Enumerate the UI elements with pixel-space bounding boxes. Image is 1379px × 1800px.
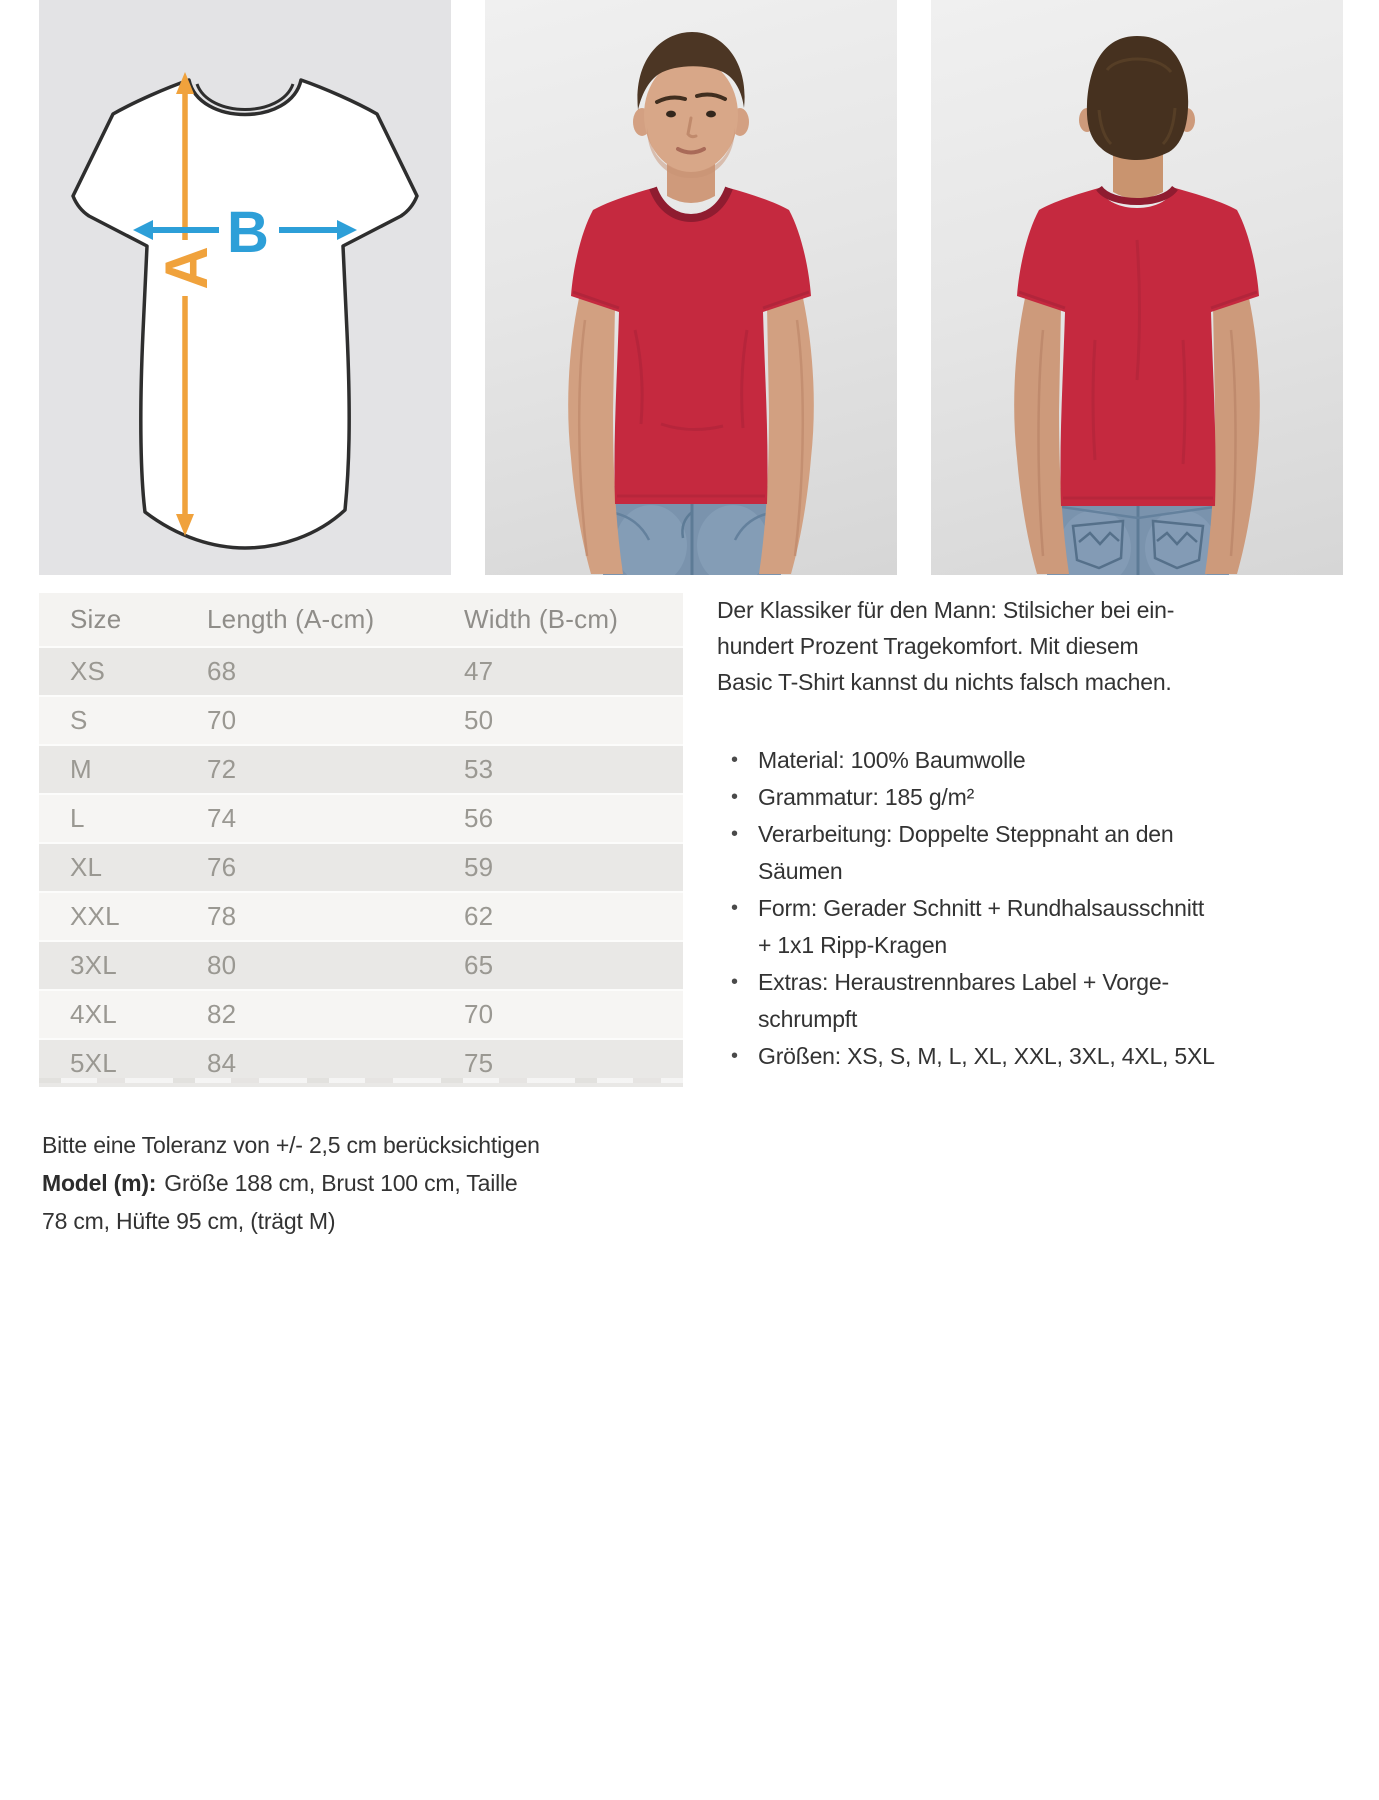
size-cell: L [39,794,207,843]
model-note-line1 [42,1164,540,1202]
size-cell: XL [39,843,207,892]
size-cell: XXL [39,892,207,941]
product-images-row [39,0,1343,575]
length-cell: 78 [207,892,464,941]
bullet-extras: • Extras: Heraustrennbares Label + Vorge- schrumpft [717,964,1302,1038]
col-header-width: Width (B-cm) [464,593,683,647]
model-front-photo [485,0,897,575]
table-row [39,892,683,941]
width-cell: 59 [464,843,683,892]
size-cell: M [39,745,207,794]
width-cell: 53 [464,745,683,794]
width-cell: 75 [464,1039,683,1087]
intro-line: Der Klassiker für den Mann: Stilsicher bei ein- [717,597,1175,623]
size-diagram-image [39,0,451,575]
width-cell: 47 [464,647,683,696]
bullet-groessen: • Größen: XS, S, M, L, XL, XXL, 3XL, 4XL, 5XL [717,1038,1302,1075]
intro-line: Basic T-Shirt kannst du nichts falsch machen. [717,669,1172,695]
head-back [1079,36,1195,160]
table-cutoff-row [39,1078,683,1083]
width-cell: 70 [464,990,683,1039]
length-cell: 76 [207,843,464,892]
hair-back [1087,36,1188,160]
col-header-length: Length (A-cm) [207,593,464,647]
col-header-size: Size [39,593,207,647]
table-row [39,794,683,843]
width-cell: 62 [464,892,683,941]
model-front-graphic [485,0,897,575]
length-arrow-label: A [153,246,220,290]
model-back-photo [931,0,1343,575]
length-cell: 82 [207,990,464,1039]
head-front [633,32,749,178]
length-cell: 70 [207,696,464,745]
width-cell: 50 [464,696,683,745]
size-cell: 3XL [39,941,207,990]
model-note-label: Model (m): [42,1170,157,1196]
model-note-text: Größe 188 cm, Brust 100 cm, Taille [164,1170,518,1196]
tolerance-note: Bitte eine Toleranz von +/- 2,5 cm berücksichtigen [42,1132,540,1158]
size-table-header-row [39,593,683,647]
table-row [39,696,683,745]
size-cell: 4XL [39,990,207,1039]
length-cell: 74 [207,794,464,843]
tshirt-outline [73,80,417,548]
intro-line: hundert Prozent Tragekomfort. Mit diesem [717,633,1139,659]
bullet-material: • Material: 100% Baumwolle [717,742,1302,779]
product-description [717,592,1302,1075]
table-row [39,647,683,696]
size-cell: S [39,696,207,745]
table-row [39,941,683,990]
length-cell: 68 [207,647,464,696]
width-cell: 65 [464,941,683,990]
feature-list [717,742,1302,1075]
length-cell: 80 [207,941,464,990]
size-table [39,593,683,1087]
length-cell: 72 [207,745,464,794]
model-back-graphic [931,0,1343,575]
width-cell: 56 [464,794,683,843]
length-cell: 84 [207,1039,464,1087]
bullet-form: • Form: Gerader Schnitt + Rundhalsausschnitt + 1x1 Ripp-Kragen [717,890,1302,964]
bullet-verarbeitung: • Verarbeitung: Doppelte Steppnaht an den Säumen [717,816,1302,890]
model-note-line2: 78 cm, Hüfte 95 cm, (trägt M) [42,1208,336,1234]
tshirt-measurement-diagram [39,0,451,575]
size-notes [42,1126,540,1240]
table-row [39,745,683,794]
width-arrow-label: B [227,200,269,265]
table-row [39,843,683,892]
bullet-grammatur: • Grammatur: 185 g/m² [717,779,1302,816]
size-cell: 5XL [39,1039,207,1087]
size-cell: XS [39,647,207,696]
description-intro [717,592,1302,700]
table-row [39,990,683,1039]
